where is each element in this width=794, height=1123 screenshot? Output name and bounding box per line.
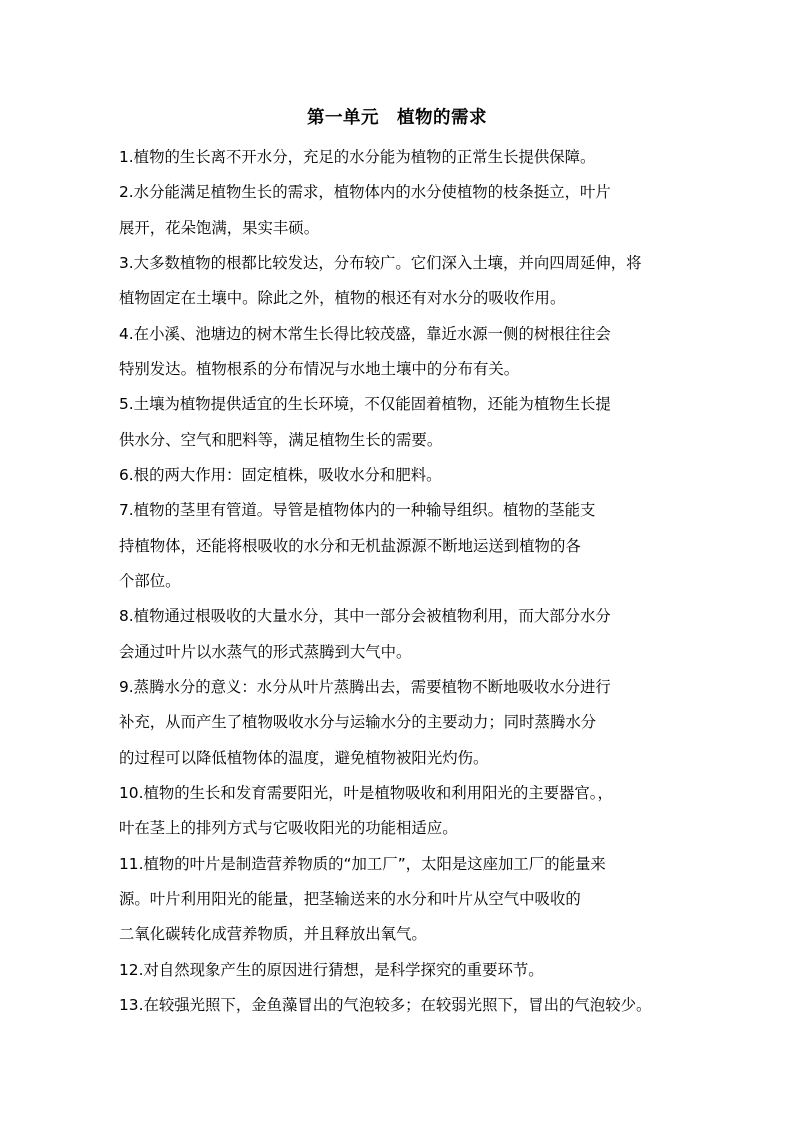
text-line: 展开，花朵饱满，果实丰硕。 (119, 218, 320, 237)
text-line: 1.植物的生长离不开水分，充足的水分能为植物的正常生长提供保障。 (119, 148, 596, 166)
text-line: 5.土壤为植物提供适宜的生长环境，不仅能固着植物，还能为植物生长提 (119, 395, 611, 414)
text-line: 补充，从而产生了植物吸收水分与运输水分的主要动力；同时蒸腾水分 (119, 713, 597, 732)
text-line: 4.在小溪、池塘边的树木常生长得比较茂盛，靠近水源一侧的树根往往会 (119, 324, 611, 343)
text-line: 源。叶片利用阳光的能量，把茎输送来的水分和叶片从空气中吸收的 (119, 890, 581, 908)
text-line: 特别发达。植物根系的分布情况与水地土壤中的分布有关。 (119, 360, 520, 378)
text-line: 供水分、空气和肥料等，满足植物生长的需要。 (119, 430, 443, 449)
text-line: 2.水分能满足植物生长的需求，植物体内的水分使植物的枝条挺立，叶片 (119, 183, 611, 202)
text-line: 11.植物的叶片是制造营养物质的“加工厂”，太阳是这座加工厂的能量来 (119, 854, 606, 873)
text-line: 9.蒸腾水分的意义：水分从叶片蒸腾出去，需要植物不断地吸收水分进行 (119, 678, 611, 696)
text-line: 10.植物的生长和发育需要阳光，叶是植物吸收和利用阳光的主要器官。， (119, 784, 613, 802)
text-line: 7.植物的茎里有管道。导管是植物体内的一种输导组织。植物的茎能支 (119, 501, 596, 520)
text-line: 持植物体，还能将根吸收的水分和无机盐源源不断地运送到植物的各 (119, 536, 581, 555)
text-line: 植物固定在土壤中。除此之外，植物的根还有对水分的吸收作用。 (119, 289, 566, 308)
text-line: 个部位。 (119, 572, 181, 590)
text-line: 13.在较强光照下，金鱼藻冒出的气泡较多；在较弱光照下，冒出的气泡较少。 (119, 996, 652, 1014)
text-line: 8.植物通过根吸收的大量水分，其中一部分会被植物利用，而大部分水分 (119, 607, 611, 626)
text-line: 6.根的两大作用：固定植株，吸收水分和肥料。 (119, 466, 442, 484)
text-line: 3.大多数植物的根都比较发达，分布较广。它们深入土壤，并向四周延伸，将 (119, 254, 642, 272)
text-line: 叶在茎上的排列方式与它吸收阳光的功能相适应。 (119, 819, 458, 838)
text-line: 12.对自然现象产生的原因进行猜想，是科学探究的重要环节。 (119, 960, 544, 979)
text-line: 会通过叶片以水蒸气的形式蒸腾到大气中。 (119, 642, 412, 661)
page-title: 第一单元 植物的需求 (307, 108, 487, 128)
text-line: 二氧化碳转化成营养物质，并且释放出氧气。 (119, 925, 427, 944)
text-line: 的过程可以降低植物体的温度，避免植物被阳光灼伤。 (119, 748, 489, 767)
